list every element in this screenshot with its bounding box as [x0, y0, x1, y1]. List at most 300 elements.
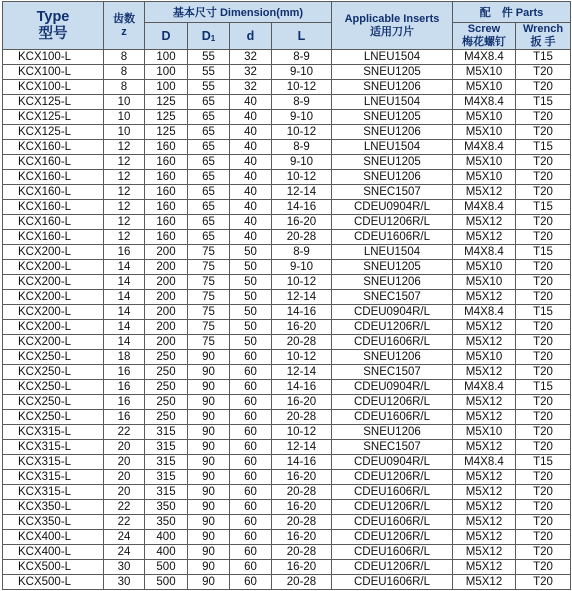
bore-cell: 40 — [230, 185, 272, 200]
bore-cell: 50 — [230, 245, 272, 260]
bore-cell: 60 — [230, 515, 272, 530]
model-cell: KCX200-L — [3, 335, 104, 350]
d1-cell: 65 — [188, 170, 230, 185]
d1-cell: 65 — [188, 155, 230, 170]
d1-cell: 65 — [188, 95, 230, 110]
length-cell: 12-14 — [272, 365, 332, 380]
bore-cell: 50 — [230, 275, 272, 290]
length-cell: 14-16 — [272, 380, 332, 395]
screw-cell: M4X8.4 — [453, 200, 516, 215]
diameter-cell: 500 — [145, 560, 188, 575]
bore-cell: 60 — [230, 350, 272, 365]
table-row — [3, 575, 571, 590]
model-cell: KCX160-L — [3, 215, 104, 230]
model-cell: KCX500-L — [3, 575, 104, 590]
model-cell: KCX250-L — [3, 395, 104, 410]
wrench-cell: T20 — [516, 395, 571, 410]
wrench-cell: T15 — [516, 140, 571, 155]
length-cell: 9-10 — [272, 155, 332, 170]
insert-cell: CDEU0904R/L — [332, 200, 453, 215]
bore-cell: 40 — [230, 110, 272, 125]
diameter-cell: 350 — [145, 500, 188, 515]
screw-cell: M5X12 — [453, 485, 516, 500]
length-cell: 12-14 — [272, 440, 332, 455]
d1-cell: 90 — [188, 350, 230, 365]
insert-cell: CDEU1206R/L — [332, 215, 453, 230]
inserts-en-label: Applicable Inserts — [344, 12, 440, 25]
length-cell: 20-28 — [272, 515, 332, 530]
table-row — [3, 425, 571, 440]
d1-cell: 90 — [188, 410, 230, 425]
col-D1-subscript: 1 — [210, 34, 216, 43]
length-cell: 16-20 — [272, 320, 332, 335]
wrench-cell: T15 — [516, 200, 571, 215]
bore-cell: 50 — [230, 290, 272, 305]
table-row — [3, 335, 571, 350]
length-cell: 16-20 — [272, 500, 332, 515]
wrench-cell: T20 — [516, 290, 571, 305]
bore-cell: 40 — [230, 140, 272, 155]
insert-cell: CDEU1206R/L — [332, 560, 453, 575]
bore-cell: 60 — [230, 395, 272, 410]
screw-cell: M5X12 — [453, 575, 516, 590]
d1-cell: 90 — [188, 500, 230, 515]
length-cell: 16-20 — [272, 215, 332, 230]
bore-cell: 60 — [230, 560, 272, 575]
teeth-cell: 12 — [104, 230, 145, 245]
wrench-cell: T20 — [516, 65, 571, 80]
screw-cell: M5X12 — [453, 335, 516, 350]
insert-cell: SNEU1206 — [332, 125, 453, 140]
wrench-cell: T20 — [516, 530, 571, 545]
insert-cell: LNEU1504 — [332, 140, 453, 155]
d1-cell: 75 — [188, 305, 230, 320]
diameter-cell: 160 — [145, 140, 188, 155]
d1-cell: 75 — [188, 245, 230, 260]
screw-cell: M5X10 — [453, 65, 516, 80]
d1-cell: 90 — [188, 440, 230, 455]
teeth-cn-label: 齿数 — [113, 12, 135, 25]
model-cell: KCX160-L — [3, 140, 104, 155]
model-cell: KCX250-L — [3, 350, 104, 365]
teeth-cell: 14 — [104, 290, 145, 305]
table-row — [3, 365, 571, 380]
model-cell: KCX200-L — [3, 260, 104, 275]
diameter-cell: 250 — [145, 365, 188, 380]
model-cell: KCX125-L — [3, 125, 104, 140]
screw-cell: M5X12 — [453, 215, 516, 230]
diameter-cell: 315 — [145, 440, 188, 455]
model-cell: KCX350-L — [3, 515, 104, 530]
length-cell: 16-20 — [272, 395, 332, 410]
screw-en-label: Screw — [467, 23, 501, 35]
diameter-cell: 100 — [145, 65, 188, 80]
insert-cell: SNEU1206 — [332, 350, 453, 365]
bore-cell: 60 — [230, 440, 272, 455]
table-row — [3, 65, 571, 80]
wrench-cell: T20 — [516, 575, 571, 590]
table-row — [3, 530, 571, 545]
length-cell: 12-14 — [272, 290, 332, 305]
diameter-cell: 250 — [145, 350, 188, 365]
teeth-z-label: z — [121, 25, 127, 38]
model-cell: KCX500-L — [3, 560, 104, 575]
model-cell: KCX315-L — [3, 485, 104, 500]
wrench-cell: T20 — [516, 410, 571, 425]
wrench-cell: T15 — [516, 245, 571, 260]
insert-cell: SNEU1206 — [332, 275, 453, 290]
wrench-cn-label: 扳 手 — [530, 36, 556, 48]
teeth-cell: 22 — [104, 515, 145, 530]
table-row — [3, 260, 571, 275]
teeth-cell: 8 — [104, 80, 145, 95]
table-row — [3, 170, 571, 185]
d1-cell: 55 — [188, 65, 230, 80]
insert-cell: SNEU1206 — [332, 80, 453, 95]
table-row — [3, 200, 571, 215]
wrench-cell: T15 — [516, 455, 571, 470]
model-cell: KCX250-L — [3, 410, 104, 425]
teeth-cell: 16 — [104, 380, 145, 395]
screw-cell: M5X12 — [453, 230, 516, 245]
screw-cell: M5X12 — [453, 470, 516, 485]
table-row — [3, 125, 571, 140]
diameter-cell: 315 — [145, 485, 188, 500]
wrench-cell: T20 — [516, 545, 571, 560]
d1-cell: 65 — [188, 140, 230, 155]
diameter-cell: 315 — [145, 455, 188, 470]
d1-cell: 90 — [188, 560, 230, 575]
screw-cell: M5X10 — [453, 125, 516, 140]
insert-cell: CDEU1606R/L — [332, 515, 453, 530]
screw-cell: M5X12 — [453, 560, 516, 575]
table-row — [3, 395, 571, 410]
screw-cell: M5X12 — [453, 365, 516, 380]
bore-cell: 50 — [230, 305, 272, 320]
teeth-cell: 16 — [104, 245, 145, 260]
insert-cell: CDEU0904R/L — [332, 455, 453, 470]
length-cell: 8-9 — [272, 95, 332, 110]
wrench-cell: T20 — [516, 155, 571, 170]
wrench-cell: T20 — [516, 485, 571, 500]
wrench-cell: T20 — [516, 440, 571, 455]
length-cell: 8-9 — [272, 245, 332, 260]
model-cell: KCX160-L — [3, 230, 104, 245]
model-cell: KCX200-L — [3, 275, 104, 290]
insert-cell: CDEU1606R/L — [332, 410, 453, 425]
bore-cell: 32 — [230, 50, 272, 65]
teeth-cell: 22 — [104, 425, 145, 440]
teeth-cell: 12 — [104, 170, 145, 185]
model-cell: KCX200-L — [3, 245, 104, 260]
length-cell: 14-16 — [272, 455, 332, 470]
teeth-cell: 30 — [104, 575, 145, 590]
teeth-cell: 16 — [104, 410, 145, 425]
bore-cell: 40 — [230, 155, 272, 170]
bore-cell: 32 — [230, 65, 272, 80]
wrench-cell: T20 — [516, 215, 571, 230]
wrench-cell: T20 — [516, 185, 571, 200]
wrench-cell: T20 — [516, 500, 571, 515]
bore-cell: 60 — [230, 455, 272, 470]
length-cell: 16-20 — [272, 530, 332, 545]
table-row — [3, 275, 571, 290]
teeth-cell: 14 — [104, 260, 145, 275]
teeth-cell: 22 — [104, 500, 145, 515]
bore-cell: 60 — [230, 470, 272, 485]
bore-cell: 50 — [230, 260, 272, 275]
bore-cell: 50 — [230, 335, 272, 350]
teeth-cell: 14 — [104, 335, 145, 350]
d1-cell: 55 — [188, 50, 230, 65]
diameter-cell: 125 — [145, 95, 188, 110]
table-row — [3, 350, 571, 365]
d1-cell: 75 — [188, 320, 230, 335]
length-cell: 10-12 — [272, 350, 332, 365]
d1-cell: 75 — [188, 290, 230, 305]
length-cell: 10-12 — [272, 80, 332, 95]
header-parts: 配 件 Parts — [453, 2, 571, 23]
diameter-cell: 100 — [145, 50, 188, 65]
header-col-D1 — [188, 23, 230, 50]
teeth-cell: 18 — [104, 350, 145, 365]
length-cell: 14-16 — [272, 305, 332, 320]
bore-cell: 60 — [230, 530, 272, 545]
screw-cell: M5X12 — [453, 515, 516, 530]
screw-cell: M4X8.4 — [453, 95, 516, 110]
d1-cell: 90 — [188, 380, 230, 395]
screw-cell: M5X12 — [453, 545, 516, 560]
insert-cell: CDEU1206R/L — [332, 470, 453, 485]
model-cell: KCX100-L — [3, 50, 104, 65]
insert-cell: SNEU1205 — [332, 260, 453, 275]
table-row — [3, 185, 571, 200]
table-header — [3, 2, 571, 50]
table-row — [3, 380, 571, 395]
screw-cell: M4X8.4 — [453, 140, 516, 155]
header-wrench — [516, 23, 571, 50]
teeth-cell: 12 — [104, 140, 145, 155]
diameter-cell: 350 — [145, 515, 188, 530]
table-row — [3, 410, 571, 425]
length-cell: 20-28 — [272, 485, 332, 500]
diameter-cell: 200 — [145, 335, 188, 350]
model-cell: KCX200-L — [3, 290, 104, 305]
diameter-cell: 250 — [145, 395, 188, 410]
insert-cell: LNEU1504 — [332, 50, 453, 65]
model-cell: KCX250-L — [3, 365, 104, 380]
d1-cell: 75 — [188, 275, 230, 290]
screw-cell: M4X8.4 — [453, 305, 516, 320]
header-inserts — [332, 2, 453, 50]
model-cell: KCX160-L — [3, 200, 104, 215]
teeth-cell: 20 — [104, 440, 145, 455]
length-cell: 9-10 — [272, 110, 332, 125]
teeth-cell: 12 — [104, 215, 145, 230]
bore-cell: 60 — [230, 380, 272, 395]
diameter-cell: 100 — [145, 80, 188, 95]
table-row — [3, 320, 571, 335]
table-body — [3, 50, 571, 590]
screw-cell: M4X8.4 — [453, 380, 516, 395]
d1-cell: 90 — [188, 425, 230, 440]
screw-cell: M4X8.4 — [453, 455, 516, 470]
insert-cell: CDEU1206R/L — [332, 530, 453, 545]
bore-cell: 40 — [230, 125, 272, 140]
d1-cell: 65 — [188, 110, 230, 125]
model-cell: KCX315-L — [3, 440, 104, 455]
diameter-cell: 200 — [145, 305, 188, 320]
insert-cell: CDEU0904R/L — [332, 380, 453, 395]
model-cell: KCX160-L — [3, 155, 104, 170]
length-cell: 16-20 — [272, 470, 332, 485]
bore-cell: 40 — [230, 200, 272, 215]
bore-cell: 40 — [230, 170, 272, 185]
wrench-cell: T15 — [516, 305, 571, 320]
length-cell: 10-12 — [272, 275, 332, 290]
teeth-cell: 14 — [104, 305, 145, 320]
bore-cell: 60 — [230, 365, 272, 380]
insert-cell: SNEU1205 — [332, 110, 453, 125]
teeth-cell: 24 — [104, 545, 145, 560]
bore-cell: 60 — [230, 575, 272, 590]
d1-cell: 90 — [188, 485, 230, 500]
diameter-cell: 160 — [145, 170, 188, 185]
model-cell: KCX125-L — [3, 110, 104, 125]
bore-cell: 60 — [230, 545, 272, 560]
length-cell: 14-16 — [272, 200, 332, 215]
screw-cell: M5X12 — [453, 530, 516, 545]
length-cell: 20-28 — [272, 545, 332, 560]
wrench-cell: T20 — [516, 275, 571, 290]
d1-cell: 55 — [188, 80, 230, 95]
diameter-cell: 160 — [145, 155, 188, 170]
insert-cell: SNEU1205 — [332, 155, 453, 170]
table-row — [3, 305, 571, 320]
insert-cell: SNEC1507 — [332, 365, 453, 380]
header-screw — [453, 23, 516, 50]
model-cell: KCX160-L — [3, 170, 104, 185]
teeth-cell: 12 — [104, 200, 145, 215]
insert-cell: CDEU1606R/L — [332, 230, 453, 245]
teeth-cell: 20 — [104, 485, 145, 500]
wrench-cell: T20 — [516, 230, 571, 245]
insert-cell: CDEU1606R/L — [332, 335, 453, 350]
length-cell: 9-10 — [272, 260, 332, 275]
teeth-cell: 10 — [104, 95, 145, 110]
length-cell: 16-20 — [272, 560, 332, 575]
model-cell: KCX160-L — [3, 185, 104, 200]
insert-cell: SNEU1205 — [332, 65, 453, 80]
length-cell: 8-9 — [272, 140, 332, 155]
diameter-cell: 200 — [145, 320, 188, 335]
screw-cell: M5X10 — [453, 170, 516, 185]
screw-cell: M5X12 — [453, 500, 516, 515]
d1-cell: 90 — [188, 575, 230, 590]
wrench-en-label: Wrench — [522, 23, 564, 35]
d1-cell: 90 — [188, 515, 230, 530]
table-row — [3, 155, 571, 170]
teeth-cell: 16 — [104, 365, 145, 380]
wrench-cell: T20 — [516, 365, 571, 380]
diameter-cell: 125 — [145, 110, 188, 125]
model-cell: KCX315-L — [3, 455, 104, 470]
table-row — [3, 290, 571, 305]
wrench-cell: T20 — [516, 110, 571, 125]
model-cell: KCX200-L — [3, 305, 104, 320]
header-col-d: d — [230, 23, 272, 50]
length-cell: 20-28 — [272, 410, 332, 425]
table-row — [3, 515, 571, 530]
bore-cell: 40 — [230, 215, 272, 230]
screw-cell: M5X10 — [453, 80, 516, 95]
bore-cell: 60 — [230, 500, 272, 515]
screw-cell: M5X10 — [453, 155, 516, 170]
bore-cell: 60 — [230, 425, 272, 440]
inserts-cn-label: 适用刀片 — [370, 25, 414, 38]
table-row — [3, 110, 571, 125]
screw-cell: M5X10 — [453, 350, 516, 365]
teeth-cell: 30 — [104, 560, 145, 575]
d1-cell: 65 — [188, 200, 230, 215]
model-cell: KCX315-L — [3, 425, 104, 440]
d1-cell: 65 — [188, 125, 230, 140]
model-cell: KCX250-L — [3, 380, 104, 395]
table-row — [3, 545, 571, 560]
length-cell: 20-28 — [272, 575, 332, 590]
wrench-cell: T20 — [516, 350, 571, 365]
teeth-cell: 24 — [104, 530, 145, 545]
wrench-cell: T20 — [516, 560, 571, 575]
insert-cell: SNEU1206 — [332, 170, 453, 185]
length-cell: 12-14 — [272, 185, 332, 200]
header-col-D: D — [145, 23, 188, 50]
table-row — [3, 455, 571, 470]
diameter-cell: 400 — [145, 545, 188, 560]
d1-cell: 65 — [188, 185, 230, 200]
table-row — [3, 140, 571, 155]
insert-cell: SNEC1507 — [332, 440, 453, 455]
model-cell: KCX315-L — [3, 470, 104, 485]
bore-cell: 40 — [230, 230, 272, 245]
teeth-cell: 12 — [104, 185, 145, 200]
diameter-cell: 200 — [145, 275, 188, 290]
screw-cell: M5X12 — [453, 320, 516, 335]
table-row — [3, 215, 571, 230]
screw-cn-label: 梅花螺钉 — [462, 36, 506, 48]
teeth-cell: 8 — [104, 50, 145, 65]
d1-cell: 90 — [188, 395, 230, 410]
diameter-cell: 160 — [145, 230, 188, 245]
length-cell: 10-12 — [272, 425, 332, 440]
table-row — [3, 470, 571, 485]
screw-cell: M5X10 — [453, 260, 516, 275]
table-row — [3, 80, 571, 95]
model-cell: KCX100-L — [3, 80, 104, 95]
table-row — [3, 560, 571, 575]
insert-cell: CDEU1206R/L — [332, 320, 453, 335]
teeth-cell: 20 — [104, 455, 145, 470]
d1-cell: 75 — [188, 260, 230, 275]
header-col-L: L — [272, 23, 332, 50]
screw-cell: M5X12 — [453, 395, 516, 410]
header-dimension: 基本尺寸 Dimension(mm) — [145, 2, 332, 23]
screw-cell: M4X8.4 — [453, 50, 516, 65]
insert-cell: CDEU0904R/L — [332, 305, 453, 320]
wrench-cell: T15 — [516, 95, 571, 110]
screw-cell: M4X8.4 — [453, 245, 516, 260]
table-row — [3, 95, 571, 110]
